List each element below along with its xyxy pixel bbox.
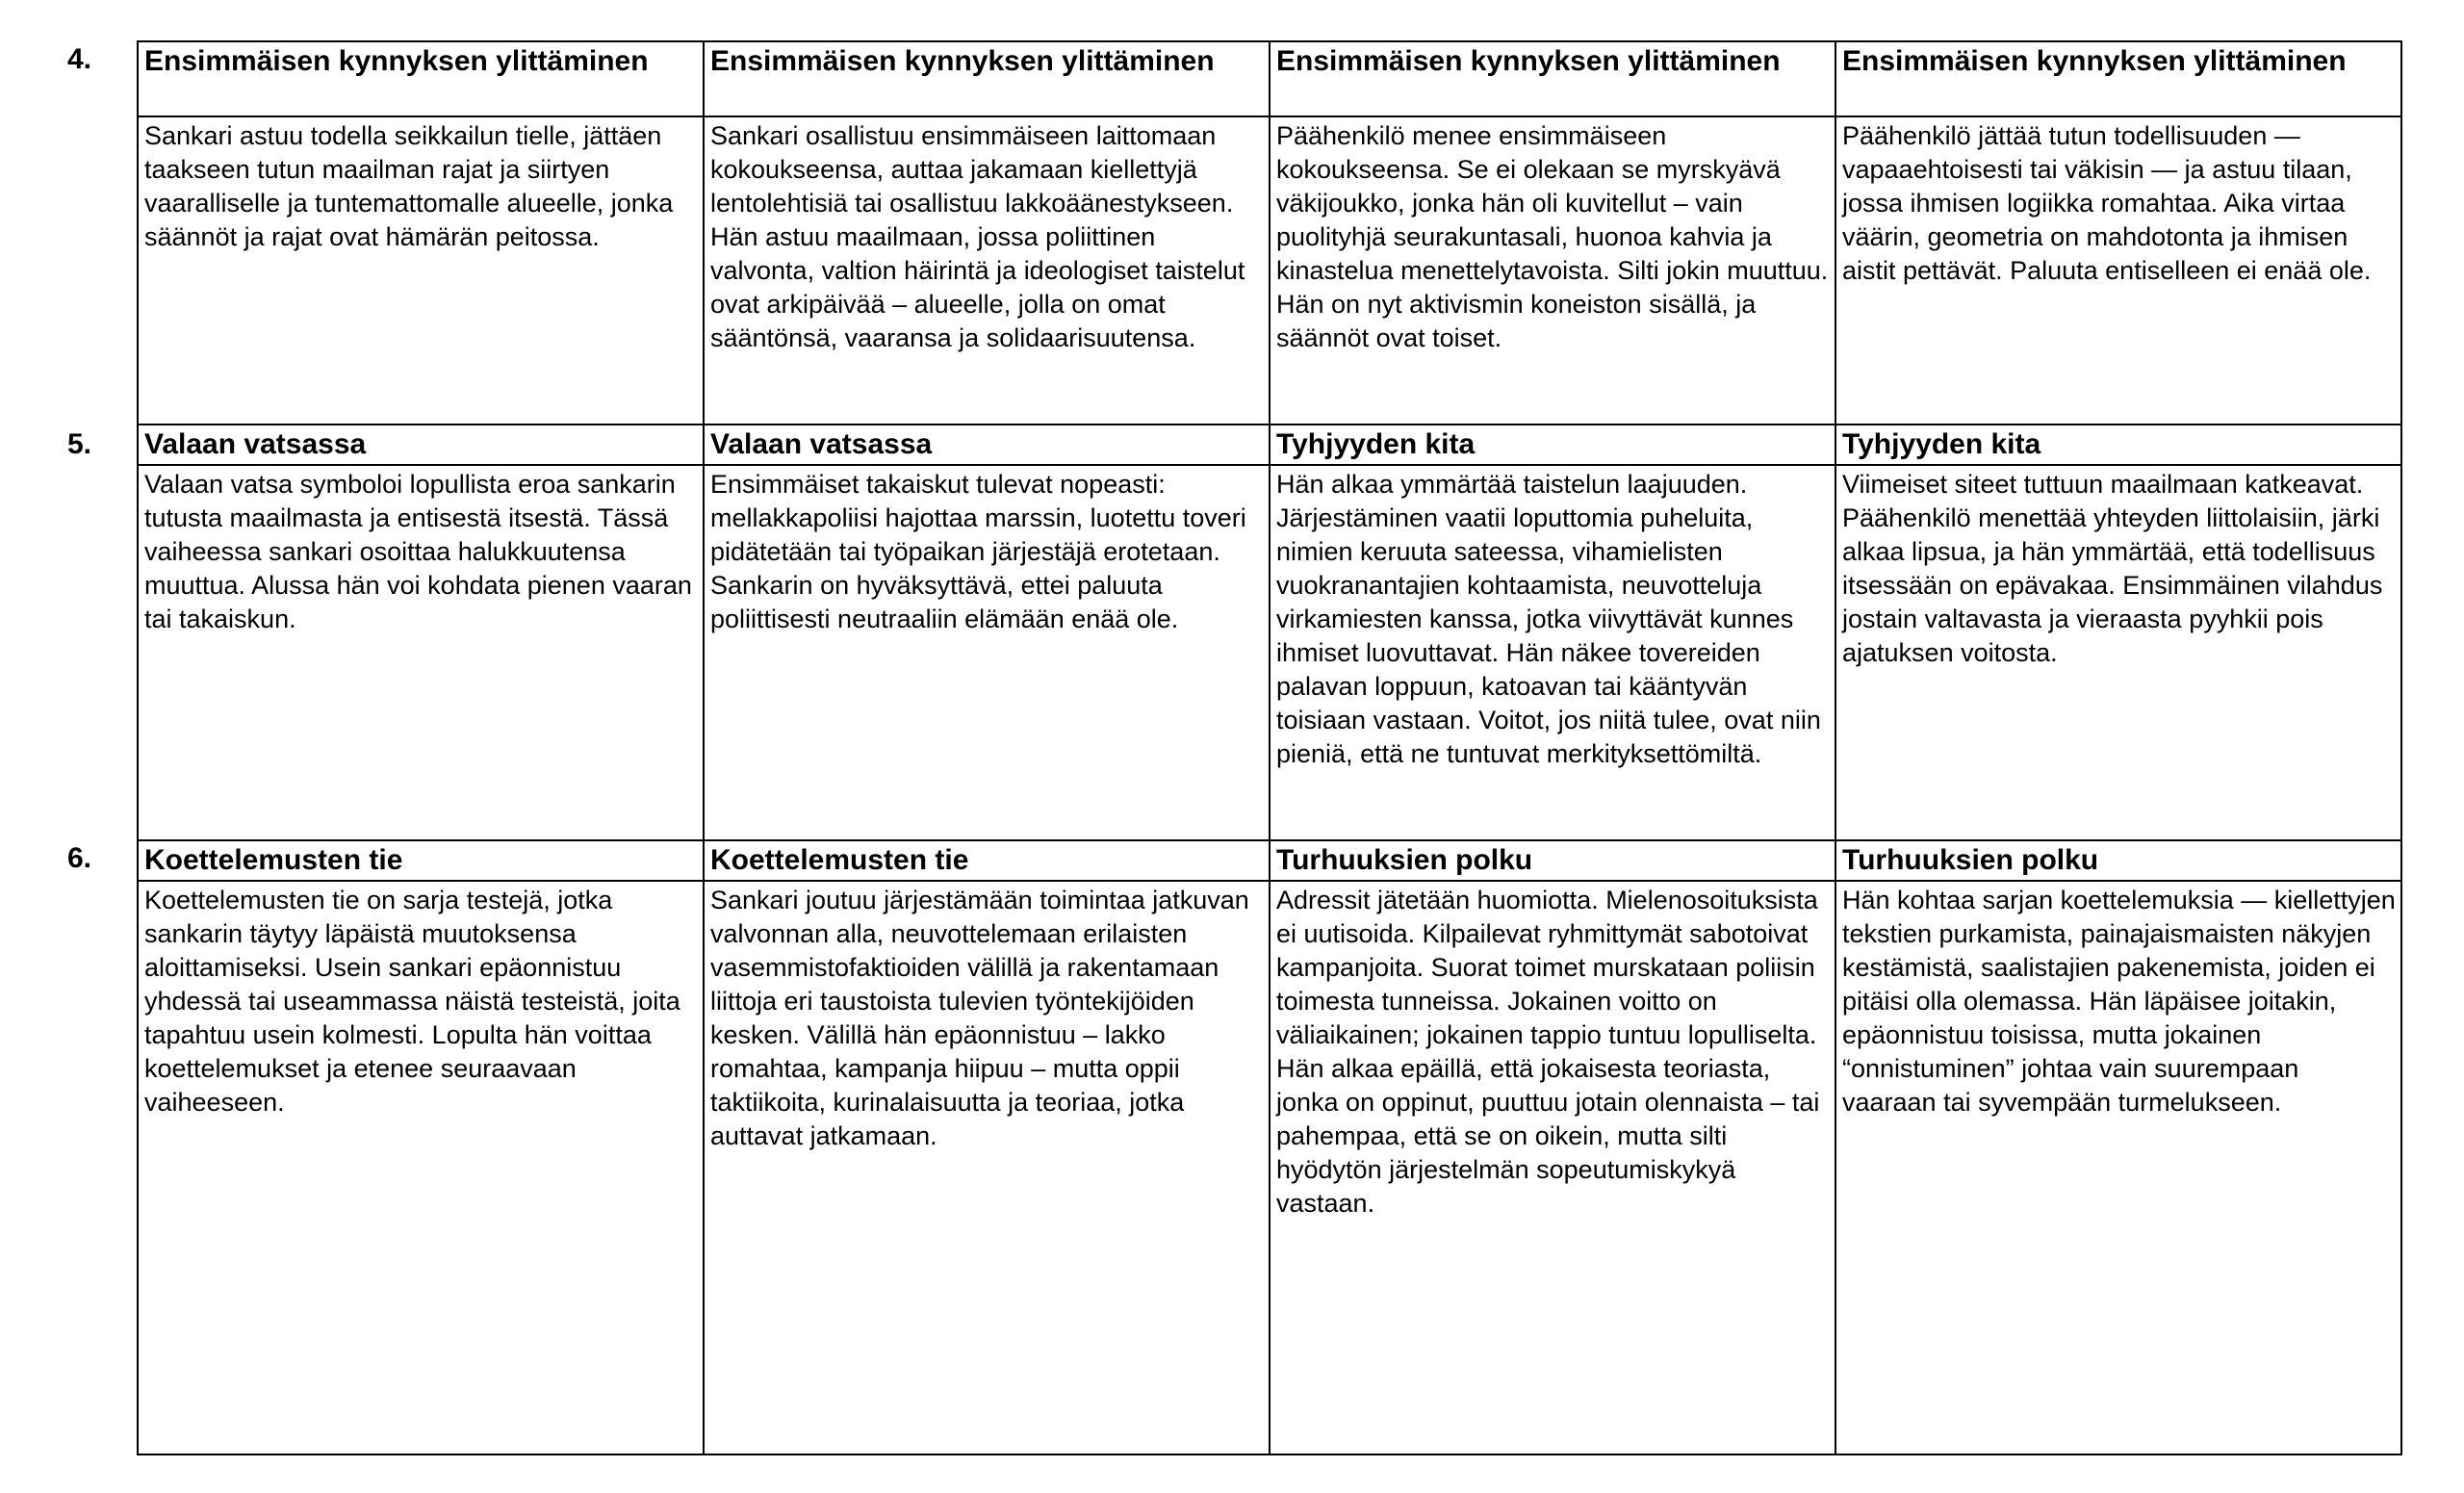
stage-description-row (138, 465, 2401, 840)
stage-description-row (138, 881, 2401, 1454)
stage-heading-cell: Turhuuksien polku (1835, 840, 2401, 881)
stage-heading-cell: Ensimmäisen kynnyksen ylittäminen (138, 41, 704, 116)
stage-heading-cell: Valaan vatsassa (704, 425, 1270, 465)
stage-description-cell: Päähenkilö jättää tutun todellisuuden — vapaaehtoisesti tai väkisin — ja astuu tilaan, jossa ihmisen logiikka romahtaa. Aika virtaa väärin, geometria on mahdotonta ja ihmisen aistit pettävät. Paluuta entiselleen ei enää ole. (1835, 116, 2401, 425)
stage-heading-row (138, 840, 2401, 881)
stage-heading-cell: Turhuuksien polku (1270, 840, 1835, 881)
stage-description-cell: Hän alkaa ymmärtää taistelun laajuuden. Järjestäminen vaatii loputtomia puheluita, nimien keruuta sateessa, vihamielisten vuokranantajien kohtaamista, neuvotteluja virkamiesten kanssa, jotka viivyttävät kunnes ihmiset luovuttavat. Hän näkee tovereiden palavan loppuun, katoavan tai kääntyvän toisiaan vastaan. Voitot, jos niitä tulee, ovat niin pieniä, että ne tuntuvat merkityksettömiltä. (1270, 465, 1835, 840)
stage-description-cell: Ensimmäiset takaiskut tulevat nopeasti: mellakkapoliisi hajottaa marssin, luotettu toveri pidätetään tai työpaikan järjestäjä erotetaan. Sankarin on hyväksyttävä, ettei paluuta poliittisesti neutraaliin elämään enää ole. (704, 465, 1270, 840)
stage-heading-cell: Valaan vatsassa (138, 425, 704, 465)
stage-description-cell: Sankari joutuu järjestämään toimintaa jatkuvan valvonnan alla, neuvottelemaan erilaisten vasemmistofaktioiden välillä ja rakentamaan liittoja eri taustoista tulevien työntekijöiden kesken. Välillä hän epäonnistuu – lakko romahtaa, kampanja hiipuu – mutta oppii taktiikoita, kurinalaisuutta ja teoriaa, jotka auttavat jatkamaan. (704, 881, 1270, 1454)
stage-description-row (138, 116, 2401, 425)
stage-description-cell: Päähenkilö menee ensimmäiseen kokoukseensa. Se ei olekaan se myrskyävä väkijoukko, jonka hän oli kuvitellut – vain puolityhjä seurakuntasali, huonoa kahvia ja kinastelua menettelytavoista. Silti jokin muuttuu. Hän on nyt aktivismin koneiston sisällä, ja säännöt ovat toiset. (1270, 116, 1835, 425)
stage-description-cell: Hän kohtaa sarjan koettelemuksia — kiellettyjen tekstien purkamista, painajaismaisten näkyjen kestämistä, saalistajien pakenemista, joiden ei pitäisi olla olemassa. Hän läpäisee joitakin, epäonnistuu toisissa, mutta jokainen “onnistuminen” johtaa vain suurempaan vaaraan tai syvempään turmelukseen. (1835, 881, 2401, 1454)
row-number: 6. (67, 842, 92, 874)
stage-heading-cell: Ensimmäisen kynnyksen ylittäminen (704, 41, 1270, 116)
stage-description-cell: Koettelemusten tie on sarja testejä, jotka sankarin täytyy läpäistä muutoksensa aloittamiseksi. Usein sankari epäonnistuu yhdessä tai useammassa näistä testeistä, joita tapahtuu usein kolmesti. Lopulta hän voittaa koettelemukset ja etenee seuraavaan vaiheeseen. (138, 881, 704, 1454)
row-number: 5. (67, 428, 92, 460)
stage-heading-cell: Ensimmäisen kynnyksen ylittäminen (1835, 41, 2401, 116)
stage-description-cell: Sankari osallistuu ensimmäiseen laittomaan kokoukseensa, auttaa jakamaan kiellettyjä lentolehtisiä tai osallistuu lakkoäänestykseen. Hän astuu maailmaan, jossa poliittinen valvonta, valtion häirintä ja ideologiset taistelut ovat arkipäivää – alueelle, jolla on omat sääntönsä, vaaransa ja solidaarisuutensa. (704, 116, 1270, 425)
stage-heading-cell: Koettelemusten tie (138, 840, 704, 881)
stage-description-cell: Adressit jätetään huomiotta. Mielenosoituksista ei uutisoida. Kilpailevat ryhmittymät sabotoivat kampanjoita. Suorat toimet murskataan poliisin toimesta tunneissa. Jokainen voitto on väliaikainen; jokainen tappio tuntuu lopulliselta. Hän alkaa epäillä, että jokaisesta teoriasta, jonka on oppinut, puuttuu jotain olennaista – tai pahempaa, että se on oikein, mutta silti hyödytön järjestelmän sopeutumiskykyä vastaan. (1270, 881, 1835, 1454)
stage-heading-cell: Tyhjyyden kita (1835, 425, 2401, 465)
stage-heading-cell: Tyhjyyden kita (1270, 425, 1835, 465)
stage-heading-cell: Ensimmäisen kynnyksen ylittäminen (1270, 41, 1835, 116)
stage-description-cell: Viimeiset siteet tuttuun maailmaan katkeavat. Päähenkilö menettää yhteyden liittolaisiin, järki alkaa lipsua, ja hän ymmärtää, että todellisuus itsessään on epävakaa. Ensimmäinen vilahdus jostain valtavasta ja vieraasta pyyhkii pois ajatuksen voitosta. (1835, 465, 2401, 840)
stage-heading-row (138, 41, 2401, 116)
row-number: 4. (67, 43, 92, 75)
stage-heading-cell: Koettelemusten tie (704, 840, 1270, 881)
stage-description-cell: Sankari astuu todella seikkailun tielle, jättäen taakseen tutun maailman rajat ja siirtyen vaaralliselle ja tuntemattomalle alueelle, jonka säännöt ja rajat ovat hämärän peitossa. (138, 116, 704, 425)
hero-journey-comparison-table (137, 40, 2402, 1455)
stage-heading-row (138, 425, 2401, 465)
stage-description-cell: Valaan vatsa symboloi lopullista eroa sankarin tutusta maailmasta ja entisestä itsestä. Tässä vaiheessa sankari osoittaa halukkuutensa muuttua. Alussa hän voi kohdata pienen vaaran tai takaiskun. (138, 465, 704, 840)
